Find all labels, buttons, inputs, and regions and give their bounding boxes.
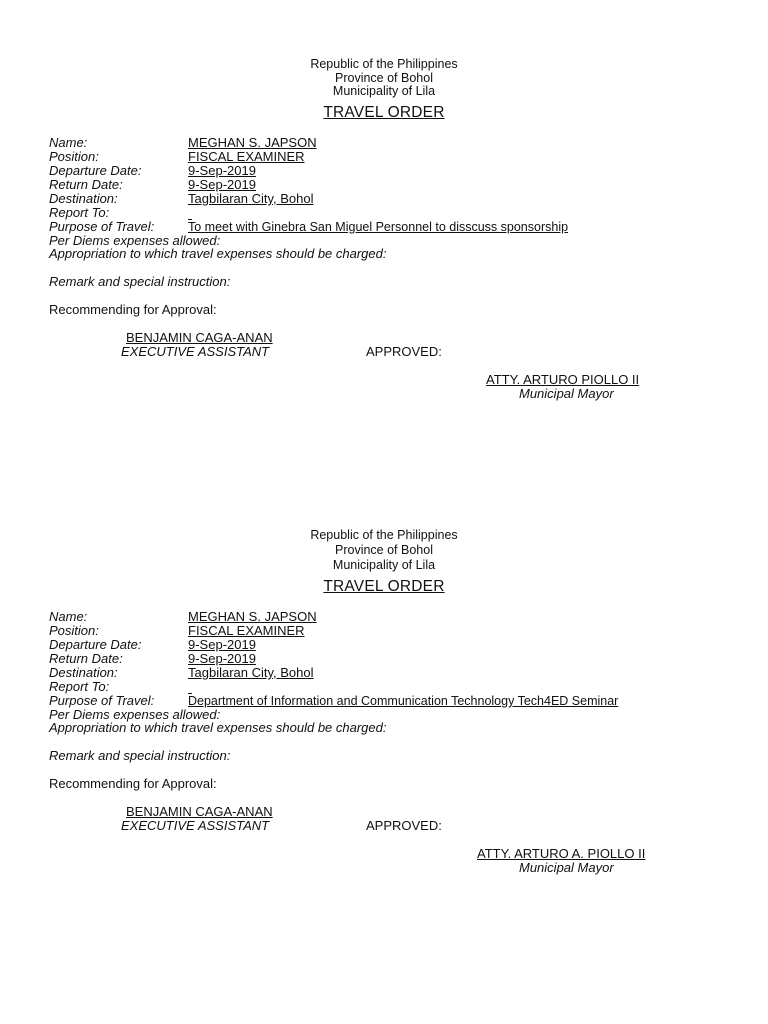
position-label: Position: [49,149,99,164]
name-label: Name: [49,609,88,624]
position-value: FISCAL EXAMINER [188,623,305,638]
recommending-label: Recommending for Approval: [49,302,217,317]
recommender-name: BENJAMIN CAGA-ANAN [126,330,273,345]
approved-label: APPROVED: [366,818,442,833]
header-province: Province of Bohol [335,71,433,85]
name-value: MEGHAN S. JAPSON [188,135,317,150]
purpose-label: Purpose of Travel: [49,693,155,708]
departure-date-value: 9-Sep-2019 [188,637,256,652]
header-municipality: Municipality of Lila [332,84,436,98]
header-republic: Republic of the Philippines [310,528,458,542]
document-title: TRAVEL ORDER [323,578,445,595]
travel-order-1 [0,0,768,400]
name-label: Name: [49,135,88,150]
recommending-label: Recommending for Approval: [49,776,217,791]
return-date-label: Return Date: [49,651,123,666]
report-to-label: Report To: [49,679,110,694]
report-to-value [188,680,192,694]
destination-value: Tagbilaran City, Bohol [188,191,314,206]
purpose-label: Purpose of Travel: [49,219,155,234]
per-diems-label: Per Diems expenses allowed: [49,233,221,248]
return-date-label: Return Date: [49,177,123,192]
per-diems-label: Per Diems expenses allowed: [49,707,221,722]
appropriation-label: Appropriation to which travel expenses should be charged: [49,720,387,735]
position-label: Position: [49,623,99,638]
departure-date-value: 9-Sep-2019 [188,163,256,178]
departure-date-label: Departure Date: [49,637,142,652]
departure-date-label: Departure Date: [49,163,142,178]
recommender-name: BENJAMIN CAGA-ANAN [126,804,273,819]
return-date-value: 9-Sep-2019 [188,177,256,192]
approved-label: APPROVED: [366,344,442,359]
header-province: Province of Bohol [335,543,433,557]
remarks-label: Remark and special instruction: [49,274,231,289]
header-municipality: Municipality of Lila [332,558,436,572]
approver-title: Municipal Mayor [519,860,614,875]
recommender-title: EXECUTIVE ASSISTANT [121,344,270,359]
approver-title: Municipal Mayor [519,386,614,401]
purpose-value: To meet with Ginebra San Miguel Personnel to disscuss sponsorship [188,220,569,234]
appropriation-label: Appropriation to which travel expenses should be charged: [49,246,387,261]
document-title: TRAVEL ORDER [323,104,445,121]
destination-label: Destination: [49,665,118,680]
name-value: MEGHAN S. JAPSON [188,609,317,624]
destination-value: Tagbilaran City, Bohol [188,665,314,680]
position-value: FISCAL EXAMINER [188,149,305,164]
report-to-label: Report To: [49,205,110,220]
header-republic: Republic of the Philippines [310,57,458,71]
travel-order-2 [0,474,768,874]
recommender-title: EXECUTIVE ASSISTANT [121,818,270,833]
purpose-value: Department of Information and Communication Technology Tech4ED Seminar [188,694,619,708]
approver-name: ATTY. ARTURO PIOLLO II [486,372,640,387]
approver-name: ATTY. ARTURO A. PIOLLO II [477,846,646,861]
remarks-label: Remark and special instruction: [49,748,231,763]
destination-label: Destination: [49,191,118,206]
return-date-value: 9-Sep-2019 [188,651,256,666]
report-to-value [188,206,192,220]
